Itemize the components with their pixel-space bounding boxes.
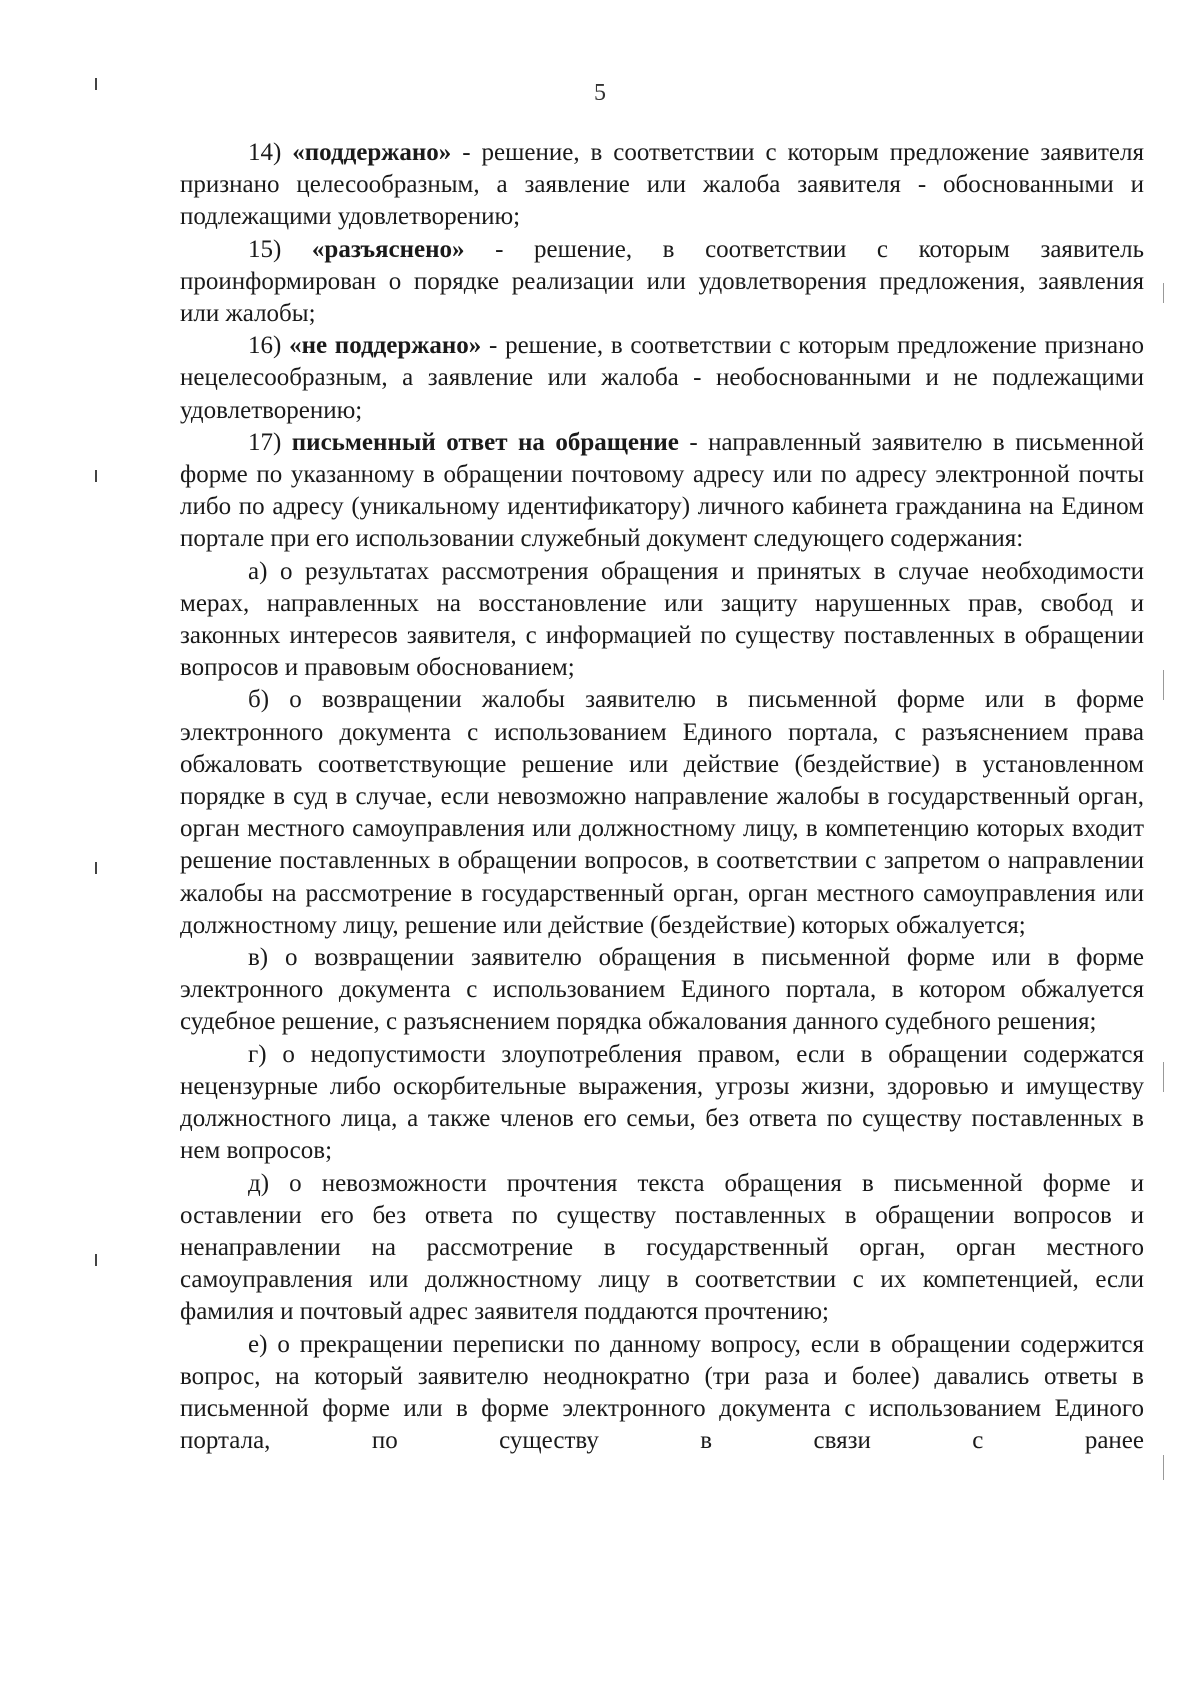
sub-item: а) о результатах рассмотрения обращения и принятых в случае необходимости мерах, направленных на восстановление или защиту нарушенных прав, свобод и законных интересов заявителя, с информацией по существу поставленных в обращении вопросов и правовым обоснованием;: [180, 557, 1144, 682]
margin-mark: [95, 78, 97, 90]
margin-mark: [95, 1254, 97, 1266]
sub-item: г) о недопустимости злоупотребления правом, если в обращении содержатся нецензурные либо оскорбительные выражения, угрозы жизни, здоровью и имуществу должностного лица, а также членов его семьи, без ответа по существу поставленных в нем вопросов;: [180, 1040, 1144, 1165]
definition-item: [180, 330, 1144, 427]
sub-item: е) о прекращении переписки по данному вопросу, если в обращении содержится вопрос, на который заявителю неоднократно (три раза и более) давались ответы в письменной форме или в форме электронного документа с использованием Единого портала, по существу в связи с ранее: [180, 1330, 1144, 1455]
margin-mark: [95, 470, 97, 482]
page-number: 5: [594, 80, 606, 106]
edge-mark: [1163, 283, 1164, 303]
edge-mark: [1163, 1455, 1164, 1480]
item-number: 17): [248, 428, 292, 456]
edge-mark: [1163, 670, 1164, 700]
item-text: - направленный заявителю в письменной форме по указанному в обращении почтовому адресу или по адресу электронной почты либо по адресу (уникальному идентификатору) личного кабинета гражданина на Едином портале при его использовании служебный документ следующего содержания:: [180, 428, 1144, 553]
item-term: «разъяснено»: [311, 235, 465, 263]
item-term: письменный ответ на обращение: [291, 428, 679, 456]
sub-item: в) о возвращении заявителю обращения в письменной форме или в форме электронного документа с использованием Единого портала, в котором обжалуется судебное решение, с разъяснением порядка обжалования данного судебного решения;: [180, 944, 1144, 1036]
definition-item: [180, 137, 1144, 234]
item-term: «не поддержано»: [289, 332, 482, 360]
item-term: «поддержано»: [292, 139, 452, 166]
sub-item: б) о возвращении жалобы заявителю в письменной форме или в форме электронного документа с использованием Единого портала, с разъяснением права обжаловать соответствующие решение или действие (бездействие) в установленном порядке в суд в случае, если невозможно направление жалобы в государственный орган, орган местного самоуправления или должностному лицу, в компетенцию которых входит решение поставленных в обращении вопросов, в соответствии с запретом о направлении жалобы на рассмотрение в государственный орган, орган местного самоуправления или должностному лицу, решение или действие (бездействие) которых обжалуется;: [180, 686, 1144, 939]
definition-item: [180, 427, 1144, 556]
sub-item: д) о невозможности прочтения текста обращения в письменной форме и оставлении его без ответа по существу поставленных в обращении вопросов и ненаправлении на рассмотрение в государственный орган, орган местного самоуправления или должностному лицу в соответствии с их компетенцией, если фамилия и почтовый адрес заявителя поддаются прочтению;: [180, 1169, 1144, 1326]
item-text: - решение, в соответствии с которым предложение заявителя признано целесообразным, а заявление или жалоба заявителя - обоснованными и подлежащими удовлетворению;: [180, 139, 1144, 231]
item-number: 16): [248, 332, 290, 360]
margin-mark: [95, 862, 97, 874]
definition-item: [180, 234, 1144, 331]
item-number: 15): [248, 235, 312, 263]
item-text: - решение, в соответствии с которым предложение признано нецелесообразным, а заявление или жалоба - необоснованными и не подлежащими удовлетворению;: [180, 332, 1144, 424]
item-text: - решение, в соответствии с которым заявитель проинформирован о порядке реализации или удовлетворения предложения, заявления или жалобы;: [180, 235, 1144, 328]
item-number: 14): [248, 139, 293, 166]
edge-mark: [1163, 1062, 1164, 1092]
document-body: [180, 137, 1144, 1457]
